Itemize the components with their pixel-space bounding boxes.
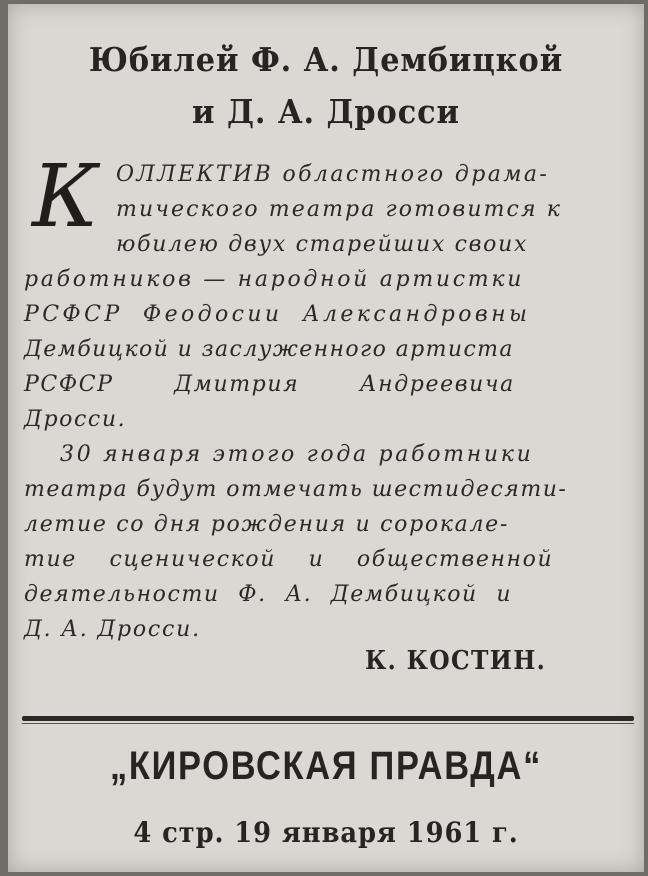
- article-line: деятельности Ф. А. Дембицкой и: [24, 582, 513, 607]
- issue-info: 4 стр. 19 января 1961 г.: [133, 816, 519, 849]
- article-line: юбилею двух старейших своих: [116, 232, 529, 257]
- headline-line-2: и Д. А. Дросси: [192, 92, 460, 131]
- newspaper-name: „КИРОВСКАЯ ПРАВДА“: [109, 744, 543, 788]
- divider: [22, 716, 634, 721]
- author-signature: К. КОСТИН.: [365, 646, 547, 676]
- drop-cap: К: [32, 147, 99, 247]
- headline-line-1: Юбилей Ф. А. Дембицкой: [88, 40, 564, 79]
- article-line: тического театра готовится к: [116, 197, 562, 222]
- article-line: летие со дня рождения и сорокале-: [24, 512, 510, 537]
- article-line: РСФСР Дмитрия Андреевича: [24, 372, 515, 397]
- article-line: театра будут отмечать шестидесяти-: [24, 477, 568, 502]
- divider-thin: [22, 723, 634, 724]
- article-line: Дросси.: [24, 407, 127, 432]
- article-line: 30 января этого года работники: [60, 442, 534, 467]
- article-line: Дембицкой и заслуженного артиста: [24, 337, 514, 362]
- article-line: ОЛЛЕКТИВ областного драма-: [116, 162, 550, 187]
- article-line: тие сценической и общественной: [24, 547, 554, 572]
- newspaper-clipping: [8, 4, 644, 872]
- article-line: работников — народной артистки: [24, 267, 525, 292]
- article-line: РСФСР Феодосии Александровны: [24, 302, 531, 327]
- article-line: Д. А. Дросси.: [24, 617, 201, 642]
